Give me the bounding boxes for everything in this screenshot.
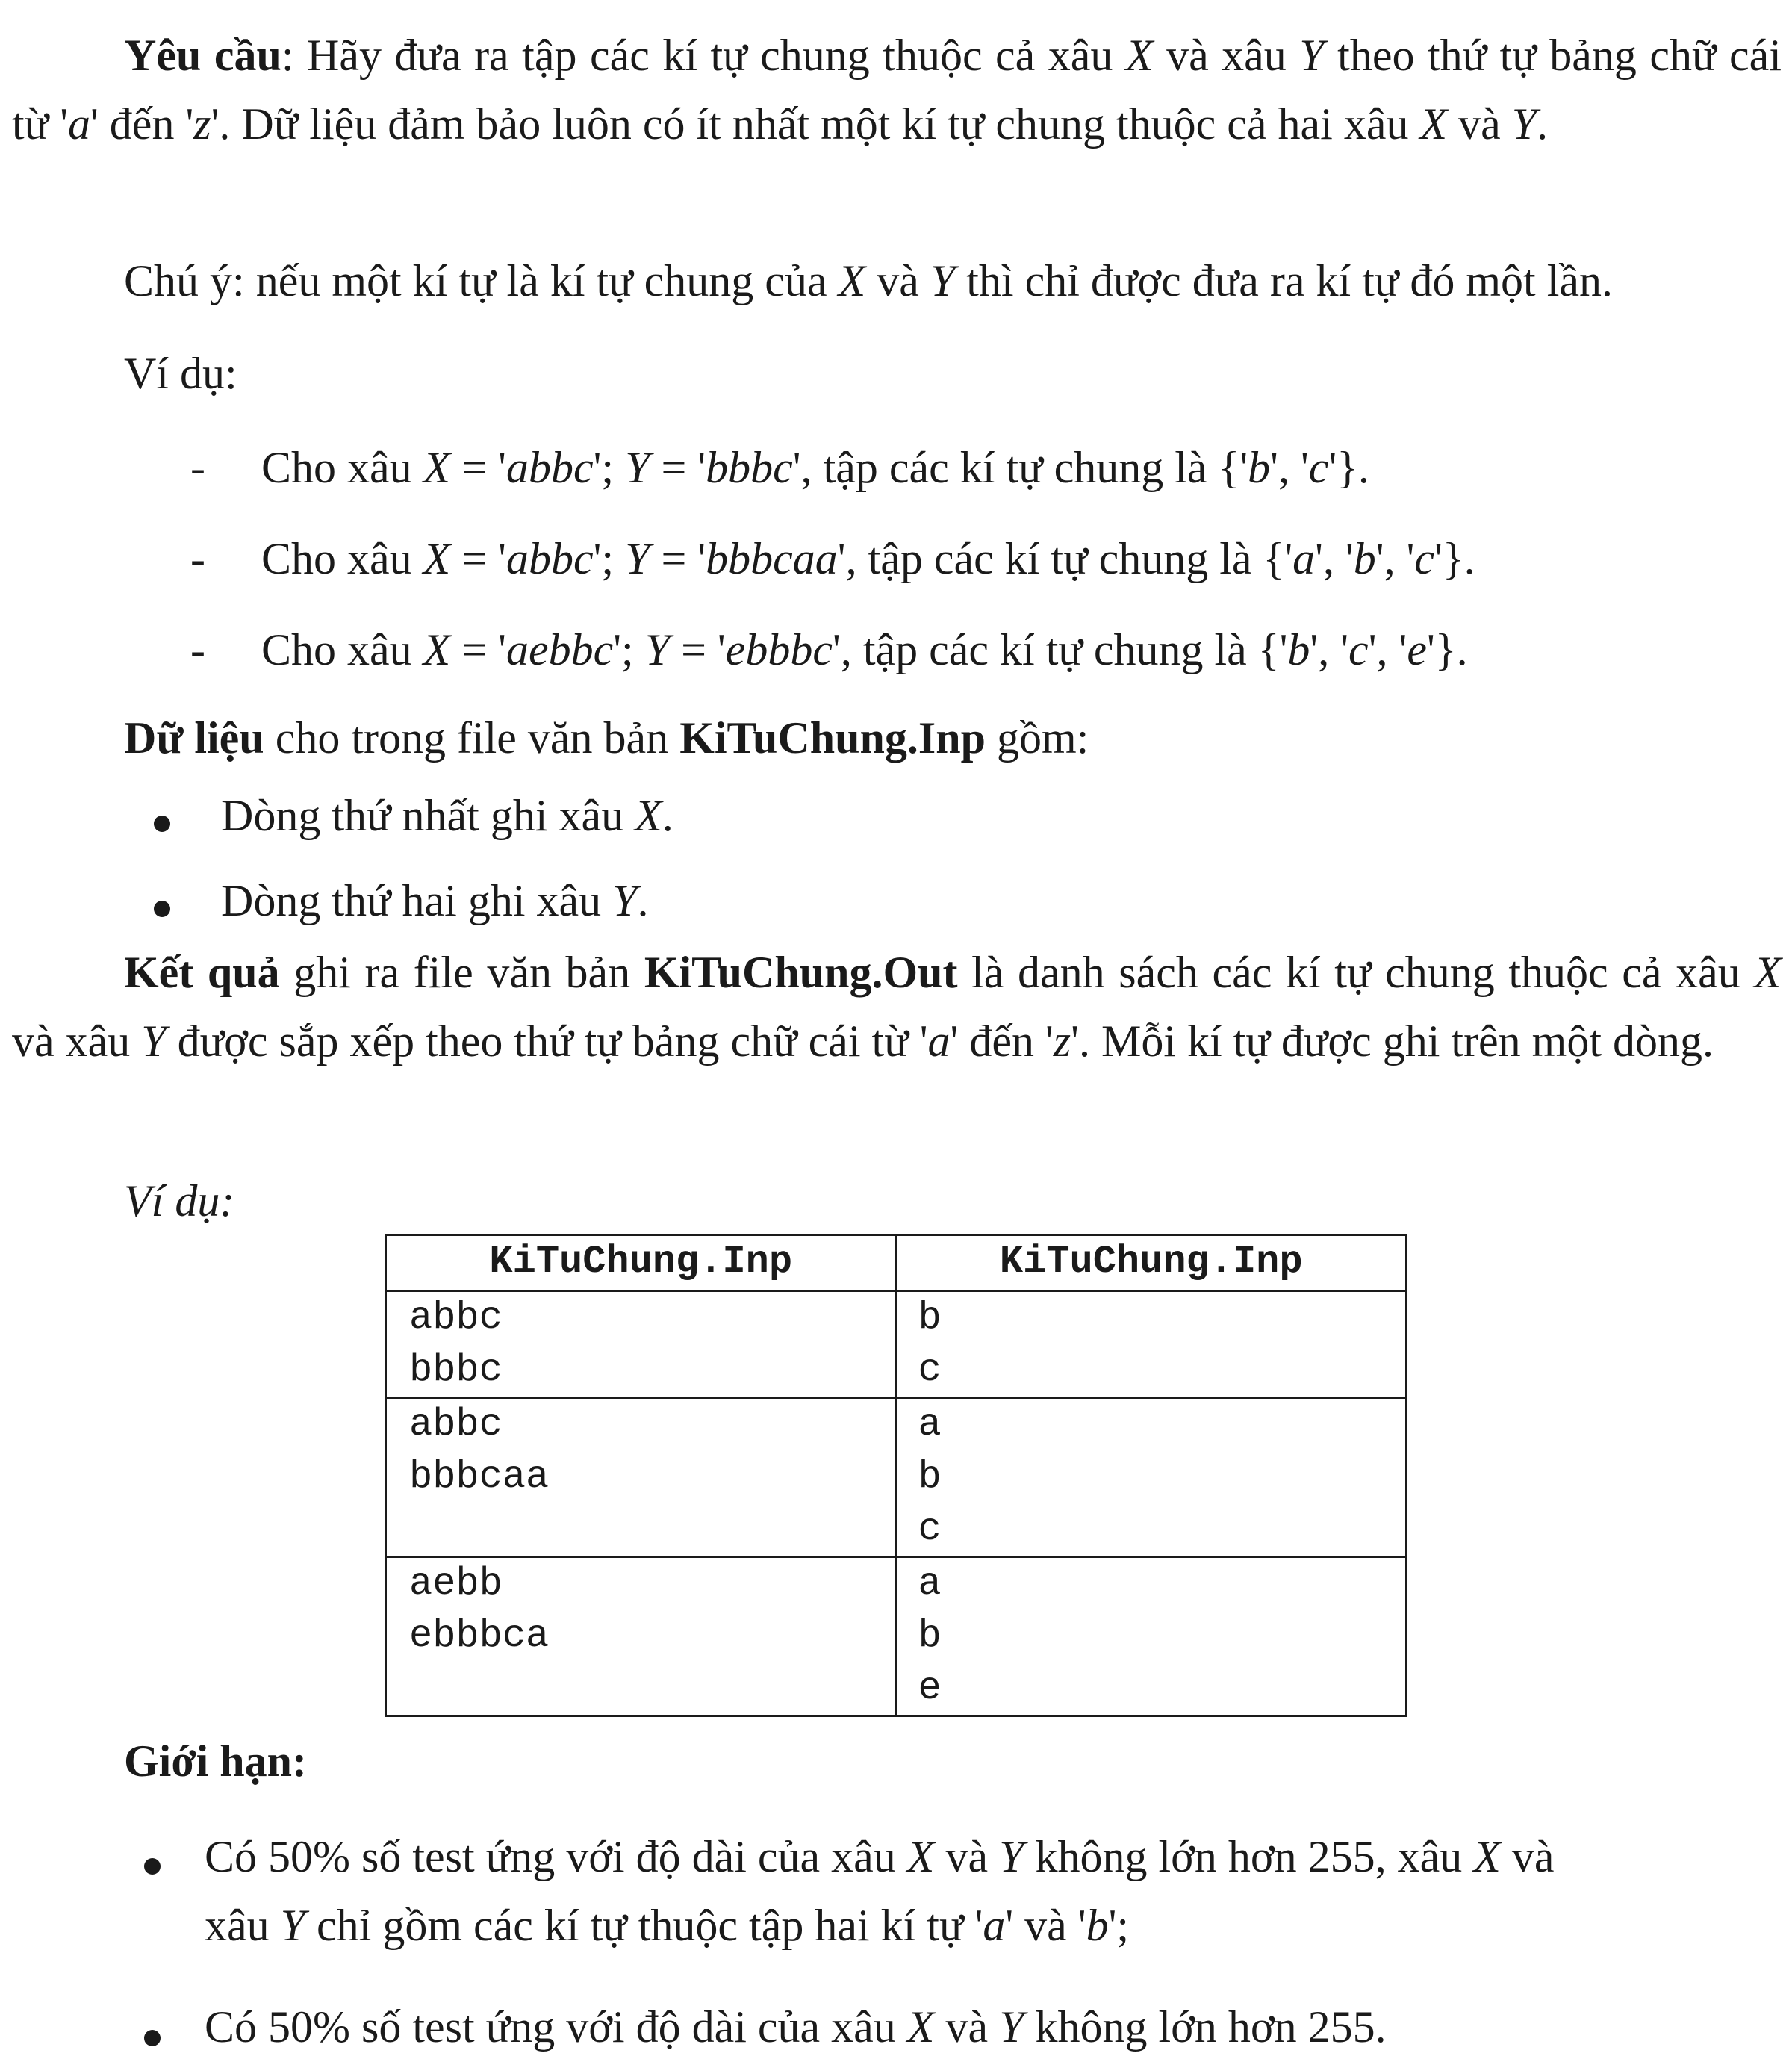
x-value: abbc: [505, 534, 594, 583]
example-text: ', tập các kí tự chung là {': [837, 534, 1293, 583]
limit-item-1-line-1: [205, 1822, 1555, 1891]
input-bullet: [154, 816, 170, 832]
x-value: aebbc: [505, 625, 614, 674]
set-separator: ', ': [1368, 625, 1407, 674]
requirement-text: : Hãy đưa ra tập các kí tự chung thuộc cả xâu: [281, 31, 1126, 80]
requirement-text: và: [1447, 99, 1512, 149]
input-spec-text: cho trong file văn bản: [264, 713, 680, 763]
output-spec-text: '. Mỗi kí tự được ghi trên một dòng.: [1071, 1016, 1714, 1066]
var-x: X: [838, 256, 866, 305]
input-line: [409, 1662, 895, 1715]
note-paragraph: [124, 246, 1613, 315]
var-y: Y: [141, 1016, 167, 1066]
table-caption: [124, 1167, 234, 1235]
input-line: ebbbca: [409, 1614, 550, 1658]
example-item: [261, 433, 1369, 502]
input-spec-text: gồm:: [985, 713, 1089, 763]
set-separator: ', ': [1375, 534, 1415, 583]
set-separator: ', ': [1315, 534, 1354, 583]
var-x: X: [1125, 31, 1154, 80]
limit-text: ';: [1108, 1901, 1130, 1950]
output-line: a: [918, 1562, 942, 1606]
header-output: KiTuChung.Inp: [896, 1235, 1407, 1291]
output-spec-text: ' đến ': [950, 1016, 1054, 1066]
example-item: [261, 524, 1475, 593]
bullet-text: .: [637, 876, 649, 925]
var-y: Y: [930, 256, 956, 305]
bullet-var: X: [635, 791, 662, 840]
example-dash: -: [190, 625, 205, 674]
limit-bullet: [144, 2030, 161, 2046]
input-line: bbbcaa: [409, 1455, 550, 1499]
var-y: Y: [1511, 99, 1537, 149]
example-text: = ': [450, 625, 506, 674]
limits-heading: [124, 1727, 307, 1795]
common-char: b: [1287, 625, 1310, 674]
limit-text: và: [934, 1832, 1000, 1881]
var-y: Y: [625, 443, 650, 492]
example-heading: Ví dụ:: [124, 349, 237, 398]
var-x: X: [1419, 99, 1448, 149]
input-bullet-item: [221, 781, 673, 850]
output-line: b: [918, 1296, 942, 1340]
common-char: c: [1308, 443, 1329, 492]
var-y: Y: [280, 1901, 306, 1950]
output-line: a: [918, 1403, 942, 1447]
var-x: X: [906, 2002, 935, 2052]
set-separator: ', ': [1270, 443, 1309, 492]
output-spec-label: Kết quả: [124, 948, 280, 997]
y-value: bbbcaa: [706, 534, 838, 583]
example-text: = ': [650, 534, 706, 583]
common-char: b: [1248, 443, 1271, 492]
var-x: X: [423, 534, 451, 583]
input-cell: [386, 1291, 897, 1398]
output-cell: [896, 1398, 1407, 1557]
bullet-text: Dòng thứ nhất ghi xâu: [221, 791, 635, 840]
x-value: abbc: [505, 443, 594, 492]
limit-text: không lớn hơn 255.: [1024, 2002, 1387, 2052]
output-spec-text: và xâu: [12, 1016, 142, 1066]
var-y: Y: [644, 625, 671, 674]
example-dash: -: [190, 534, 205, 583]
note-text: thì chỉ được đưa ra kí tự đó một lần.: [955, 256, 1614, 305]
var-y: Y: [999, 1832, 1024, 1881]
limit-bullet: [144, 1858, 161, 1875]
requirement-text: .: [1537, 99, 1549, 149]
input-file-name: KiTuChung.Inp: [679, 713, 986, 763]
char-a: a: [927, 1016, 951, 1066]
example-text: Cho xâu: [261, 625, 423, 674]
char-z: z: [193, 99, 211, 149]
input-spec-label: Dữ liệu: [124, 713, 264, 763]
requirement-text: '. Dữ liệu đảm bảo luôn có ít nhất một kí tự chung thuộc cả hai xâu: [211, 99, 1420, 149]
example-text: ';: [613, 625, 645, 674]
input-cell: [386, 1557, 897, 1716]
input-line: aebb: [409, 1562, 503, 1606]
var-x: X: [423, 625, 451, 674]
var-x: X: [1473, 1832, 1501, 1881]
output-line: e: [918, 1666, 942, 1710]
input-cell: [386, 1398, 897, 1557]
limit-text: không lớn hơn 255, xâu: [1024, 1832, 1474, 1881]
example-text: Cho xâu: [261, 443, 423, 492]
y-value: bbbc: [706, 443, 793, 492]
requirement-text: theo thứ tự bảng chữ cái từ ': [12, 31, 1782, 149]
input-line: abbc: [409, 1296, 503, 1340]
requirement-paragraph: [12, 21, 1782, 158]
example-item: [261, 615, 1468, 684]
example-table: [385, 1234, 1407, 1717]
var-y: Y: [625, 534, 650, 583]
set-separator: ', ': [1310, 625, 1349, 674]
output-line: c: [918, 1348, 942, 1392]
common-char: e: [1407, 625, 1427, 674]
limit-text: Có 50% số test ứng với độ dài của xâu: [205, 2002, 907, 2052]
common-char: c: [1348, 625, 1369, 674]
note-text: Chú ý: nếu một kí tự là kí tự chung của: [124, 256, 839, 305]
example-text: = ': [450, 534, 506, 583]
var-y: Y: [1299, 31, 1325, 80]
common-char: b: [1353, 534, 1376, 583]
common-char: c: [1414, 534, 1435, 583]
example-text: = ': [650, 443, 706, 492]
example-text: ';: [593, 443, 626, 492]
example-text: = ': [450, 443, 506, 492]
example-text: Cho xâu: [261, 534, 423, 583]
bullet-var: Y: [612, 876, 638, 925]
var-x: X: [1754, 948, 1782, 997]
table-row: [386, 1291, 1407, 1398]
table-body: [386, 1291, 1407, 1716]
output-line: c: [918, 1507, 942, 1551]
example-text: ';: [593, 534, 626, 583]
requirement-text: và xâu: [1153, 31, 1300, 80]
requirement-text: ' đến ': [90, 99, 194, 149]
output-line: b: [918, 1455, 942, 1499]
output-spec-text: ghi ra file văn bản: [279, 948, 644, 997]
set-separator: '}.: [1434, 534, 1475, 583]
input-line: [409, 1503, 895, 1556]
input-line: bbbc: [409, 1348, 503, 1392]
table-caption-text: Ví dụ:: [124, 1176, 235, 1226]
limit-text: Có 50% số test ứng với độ dài của xâu: [205, 1832, 907, 1881]
output-cell: [896, 1291, 1407, 1398]
limit-text: chỉ gồm các kí tự thuộc tập hai kí tự ': [305, 1901, 983, 1950]
input-bullet: [154, 901, 170, 917]
input-bullet-item: [221, 866, 649, 935]
header-input: KiTuChung.Inp: [386, 1235, 897, 1291]
var-x: X: [906, 1832, 935, 1881]
limit-text: và: [934, 2002, 1000, 2052]
limits-label: Giới hạn:: [124, 1736, 307, 1786]
requirement-label: Yêu cầu: [124, 31, 281, 80]
bullet-text: .: [662, 791, 673, 840]
table-row: [386, 1557, 1407, 1716]
input-line: abbc: [409, 1403, 503, 1447]
limit-item-2: [205, 1993, 1387, 2061]
limit-item-1-line-2: [205, 1891, 1129, 1960]
table-header-row: [386, 1235, 1407, 1291]
char-b: b: [1086, 1901, 1109, 1950]
limit-text: ' và ': [1005, 1901, 1086, 1950]
bullet-text: Dòng thứ hai ghi xâu: [221, 876, 613, 925]
example-text: = ': [670, 625, 726, 674]
example-text: ', tập các kí tự chung là {': [833, 625, 1288, 674]
char-a: a: [68, 99, 90, 149]
char-a: a: [983, 1901, 1006, 1950]
output-spec-text: được sắp xếp theo thứ tự bảng chữ cái từ ': [166, 1016, 928, 1066]
set-separator: '}.: [1426, 625, 1468, 674]
output-spec-paragraph: [12, 938, 1782, 1075]
char-z: z: [1053, 1016, 1071, 1066]
example-text: ', tập các kí tự chung là {': [792, 443, 1248, 492]
example-dash: -: [190, 443, 205, 492]
output-line: b: [918, 1614, 942, 1658]
common-char: a: [1292, 534, 1316, 583]
note-text: và: [865, 256, 930, 305]
output-file-name: KiTuChung.Out: [644, 948, 958, 997]
table-row: [386, 1398, 1407, 1557]
y-value: ebbbc: [725, 625, 833, 674]
set-separator: '}.: [1328, 443, 1370, 492]
limit-text: và: [1500, 1832, 1555, 1881]
limit-text: xâu: [205, 1901, 281, 1950]
var-x: X: [423, 443, 451, 492]
input-spec-paragraph: [124, 704, 1089, 772]
var-y: Y: [999, 2002, 1024, 2052]
output-cell: [896, 1557, 1407, 1716]
output-spec-text: là danh sách các kí tự chung thuộc cả xâu: [957, 948, 1755, 997]
